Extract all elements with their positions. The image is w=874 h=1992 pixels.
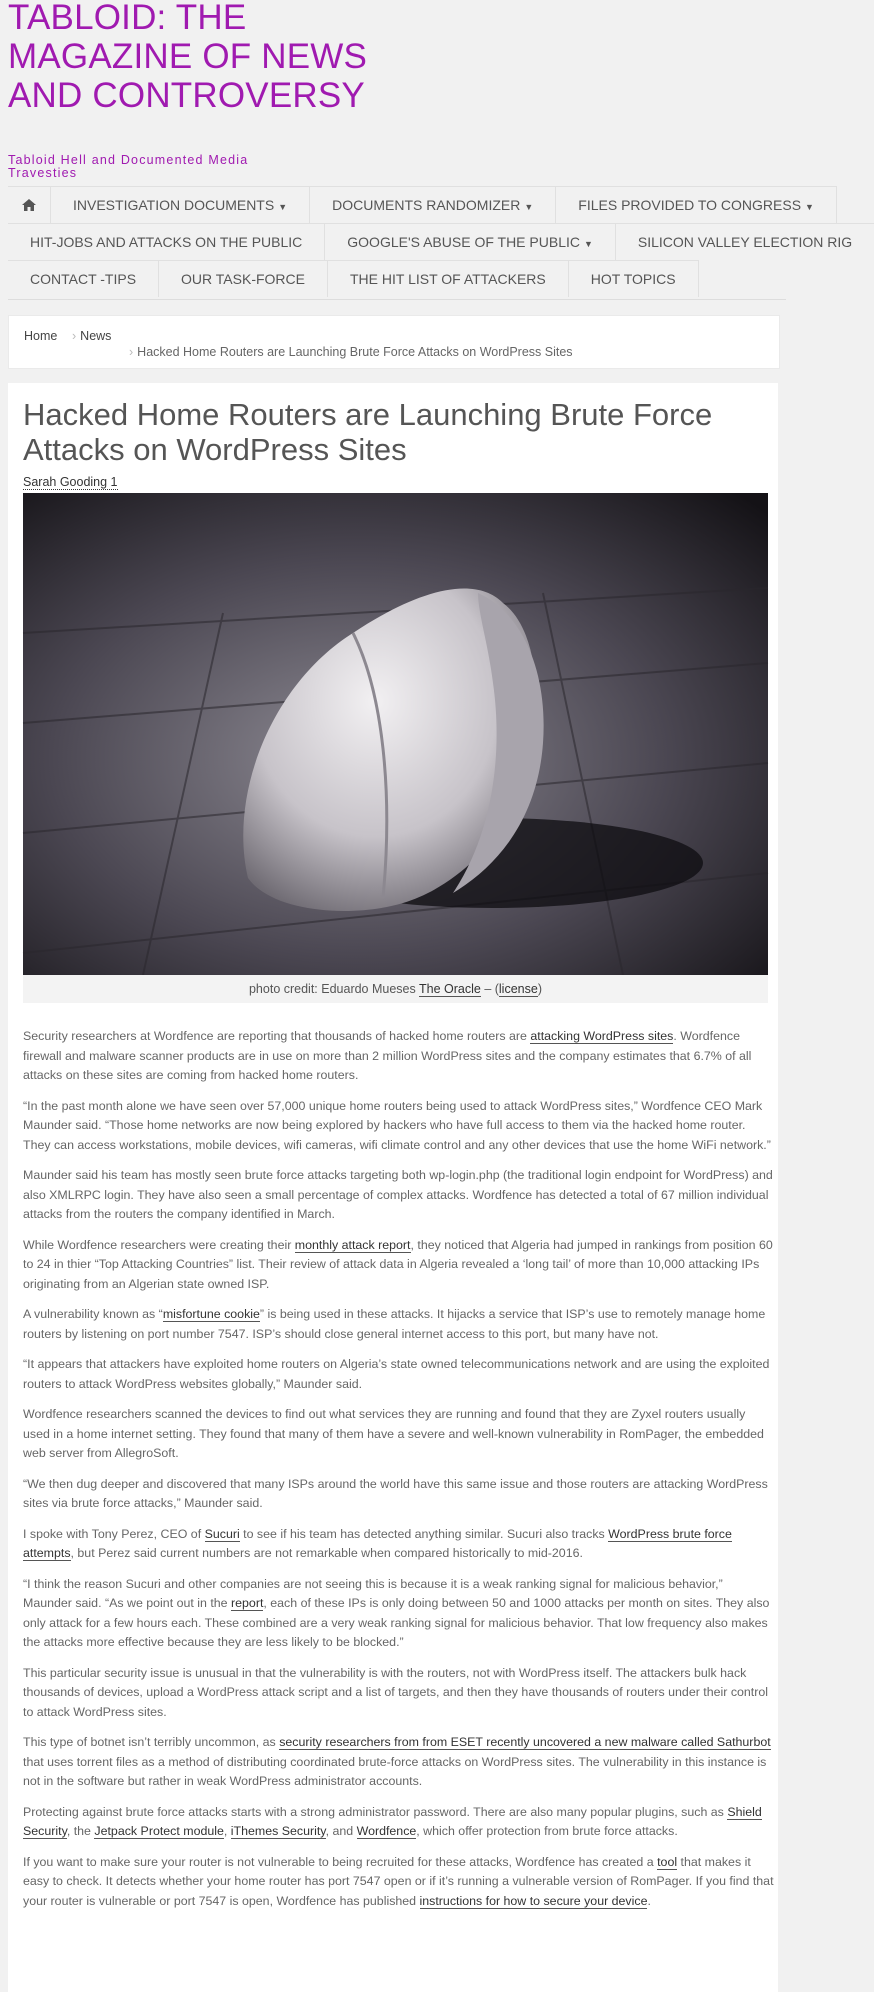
main-nav bbox=[8, 186, 853, 300]
nav-hot-topics[interactable]: HOT TOPICS bbox=[569, 261, 699, 297]
nav-hit-list[interactable]: THE HIT LIST OF ATTACKERS bbox=[328, 261, 569, 297]
nav-contact[interactable]: CONTACT -TIPS bbox=[8, 261, 159, 297]
caret-down-icon: ▼ bbox=[805, 202, 814, 212]
author-link[interactable]: Sarah Gooding 1 bbox=[23, 475, 118, 489]
home-icon bbox=[22, 199, 36, 211]
article-body bbox=[23, 1027, 775, 1922]
link-monthly-report[interactable]: monthly attack report bbox=[294, 1237, 411, 1252]
link-secure-instructions[interactable]: instructions for how to secure your device bbox=[419, 1893, 648, 1908]
nav-task-force[interactable]: OUR TASK-FORCE bbox=[159, 261, 328, 297]
nav-investigation-documents[interactable]: INVESTIGATION DOCUMENTS ▼ bbox=[51, 187, 310, 223]
breadcrumb-news[interactable]: › News bbox=[72, 329, 112, 343]
article-container bbox=[8, 383, 778, 1992]
chevron-right-icon: › bbox=[129, 345, 134, 359]
link-eset-sathurbot[interactable]: security researchers from from ESET recently uncovered a new malware called Sathurbot bbox=[279, 1735, 771, 1749]
post-title: Hacked Home Routers are Launching Brute Force Attacks on WordPress Sites bbox=[23, 397, 713, 467]
paragraph: Security researchers at Wordfence are reporting that thousands of hacked home routers are attacking WordPress sites. Wordfence firewall and malware scanner products are in use on more than 2 million WordPress sites and the company estimates that 6.7% of all attacks on these sites are coming from hacked home routers. bbox=[23, 1029, 752, 1082]
paragraph: This type of botnet isn’t terribly uncommon, as security researchers from from ESET recently uncovered a new malware called Sathurbot that uses torrent files as a method of distributing coordinated brute-force attacks on WordPress sites. The vulnerability in this instance is not in the software but rather in weak WordPress administrator accounts. bbox=[23, 1735, 771, 1788]
link-jetpack-protect[interactable]: Jetpack Protect module bbox=[94, 1824, 224, 1838]
link-sucuri[interactable]: Sucuri bbox=[204, 1526, 240, 1541]
nav-files-provided[interactable]: FILES PROVIDED TO CONGRESS ▼ bbox=[556, 187, 837, 223]
nav-hit-jobs[interactable]: HIT-JOBS AND ATTACKS ON THE PUBLIC bbox=[8, 224, 325, 260]
nav-row-2 bbox=[8, 223, 874, 260]
nav-home[interactable] bbox=[8, 187, 51, 223]
paragraph: Wordfence researchers scanned the devices to find out what services they are running and found that they are Zyxel routers usually used in a home internet setting. They found that many of them have a severe and well-known vulnerability in RomPager, the embedded web server from AllegroSoft. bbox=[23, 1407, 764, 1460]
caret-down-icon: ▼ bbox=[524, 202, 534, 212]
link-brute-force-attempts[interactable]: WordPress brute force attempts bbox=[23, 1526, 732, 1560]
caption-link-license[interactable]: license bbox=[498, 982, 538, 996]
link-attacking-wordpress[interactable]: attacking WordPress sites bbox=[530, 1029, 674, 1043]
paragraph: “I think the reason Sucuri and other companies are not seeing this is because it is a weak ranking signal for malicious behavior,” Maunder said. “As we point out in the report, each of these IPs is only doing between 50 and 1000 attacks per month on sites. They also only attack for a few hours each. These combined are a very weak ranking signal for malicious behavior. That low frequency also makes the attacks more effective because they are less likely to be blocked.” bbox=[23, 1576, 770, 1649]
breadcrumb bbox=[8, 315, 780, 369]
link-wordfence[interactable]: Wordfence bbox=[356, 1824, 417, 1838]
paragraph: I spoke with Tony Perez, CEO of Sucuri to see if his team has detected anything similar. Sucuri also tracks WordPress brute force attempts, but Perez said current numbers are not remarkable when compared historically to mid-2016. bbox=[23, 1526, 732, 1560]
breadcrumb-current: › Hacked Home Routers are Launching Brute Force Attacks on WordPress Sites bbox=[129, 345, 573, 359]
paragraph: Protecting against brute force attacks starts with a strong administrator password. There are also many popular plugins, such as Shield Security, the Jetpack Protect module, iThemes Security, and Wordfence, which offer protection from brute force attacks. bbox=[23, 1804, 762, 1838]
fortune-cookie-image bbox=[23, 493, 768, 975]
paragraph: “It appears that attackers have exploited home routers on Algeria’s state owned telecommunications network and are using the exploited routers to attack WordPress websites globally,” Maunder said. bbox=[23, 1357, 770, 1391]
nav-google-abuse[interactable]: GOOGLE'S ABUSE OF THE PUBLIC ▼ bbox=[325, 224, 616, 260]
caret-down-icon: ▼ bbox=[583, 239, 593, 249]
link-tool[interactable]: tool bbox=[657, 1854, 678, 1869]
link-shield-security[interactable]: Shield Security bbox=[23, 1804, 762, 1838]
paragraph: If you want to make sure your router is not vulnerable to being recruited for these attacks, Wordfence has created a tool that makes it easy to check. It detects whether your home router has port 7547 open or if it’s running a vulnerable version of RomPager. If you find that your router is vulnerable or port 7547 is open, Wordfence has published instructions for how to secure your device. bbox=[23, 1854, 774, 1908]
caret-down-icon: ▼ bbox=[278, 202, 288, 212]
site-title[interactable]: TABLOID: THE MAGAZINE OF NEWS AND CONTROVERSY bbox=[8, 0, 368, 115]
paragraph: “In the past month alone we have seen over 57,000 unique home routers being used to attack WordPress sites,” Wordfence CEO Mark Maunder said. “Those home networks are now being explored by hackers who have full access to them via the hacked home router. They can access workstations, mobile devices, wifi cameras, wifi climate control and any other devices that use the home WiFi network.” bbox=[23, 1098, 771, 1152]
nav-silicon-valley[interactable]: SILICON VALLEY ELECTION RIG bbox=[616, 224, 874, 260]
caption-link-oracle[interactable]: The Oracle bbox=[419, 982, 481, 996]
paragraph: This particular security issue is unusual in that the vulnerability is with the routers, not with WordPress itself. The attackers bulk hack thousands of devices, upload a WordPress attack script and a list of targets, and then they have thousands of routers under their control to attack WordPress sites. bbox=[23, 1665, 769, 1719]
link-misfortune-cookie[interactable]: misfortune cookie bbox=[162, 1307, 260, 1321]
link-ithemes-security[interactable]: iThemes Security bbox=[230, 1824, 326, 1838]
paragraph: A vulnerability known as “misfortune cookie” is being used in these attacks. It hijacks a service that ISP’s use to remotely manage home routers by listening on port number 7547. ISP’s should close general internet access to this port, but many have not. bbox=[23, 1307, 766, 1341]
link-report[interactable]: report bbox=[231, 1596, 264, 1610]
image-caption: photo credit: Eduardo Mueses The Oracle – (license) bbox=[23, 975, 768, 1003]
paragraph: Maunder said his team has mostly seen brute force attacks targeting both wp-login.php (the traditional login endpoint for WordPress) and also XMLRPC login. They have also seen a small percentage of complex attacks. Wordfence has detected a total of 67 million individual attacks from the routers the company identified in March. bbox=[23, 1168, 773, 1221]
paragraph: “We then dug deeper and discovered that many ISPs around the world have this same issue and those routers are attacking WordPress sites via brute force attacks,” Maunder said. bbox=[23, 1476, 768, 1510]
featured-image bbox=[23, 493, 768, 975]
nav-row-1 bbox=[8, 186, 837, 223]
nav-row-3 bbox=[8, 260, 699, 297]
site-tagline: Tabloid Hell and Documented Media Travesties bbox=[8, 153, 249, 180]
paragraph: While Wordfence researchers were creating their monthly attack report, they noticed that Algeria had jumped in rankings from position 60 to 24 in thier “Top Attacking Countries” list. Their review of attack data in Algeria revealed a ‘long tail’ of more than 10,000 attacking IPs originating from an Algerian state owned ISP. bbox=[23, 1237, 773, 1291]
site-header bbox=[0, 0, 786, 178]
nav-documents-randomizer[interactable]: DOCUMENTS RANDOMIZER ▼ bbox=[310, 187, 556, 223]
chevron-right-icon: › bbox=[72, 329, 77, 343]
breadcrumb-home[interactable]: Home bbox=[24, 329, 58, 343]
